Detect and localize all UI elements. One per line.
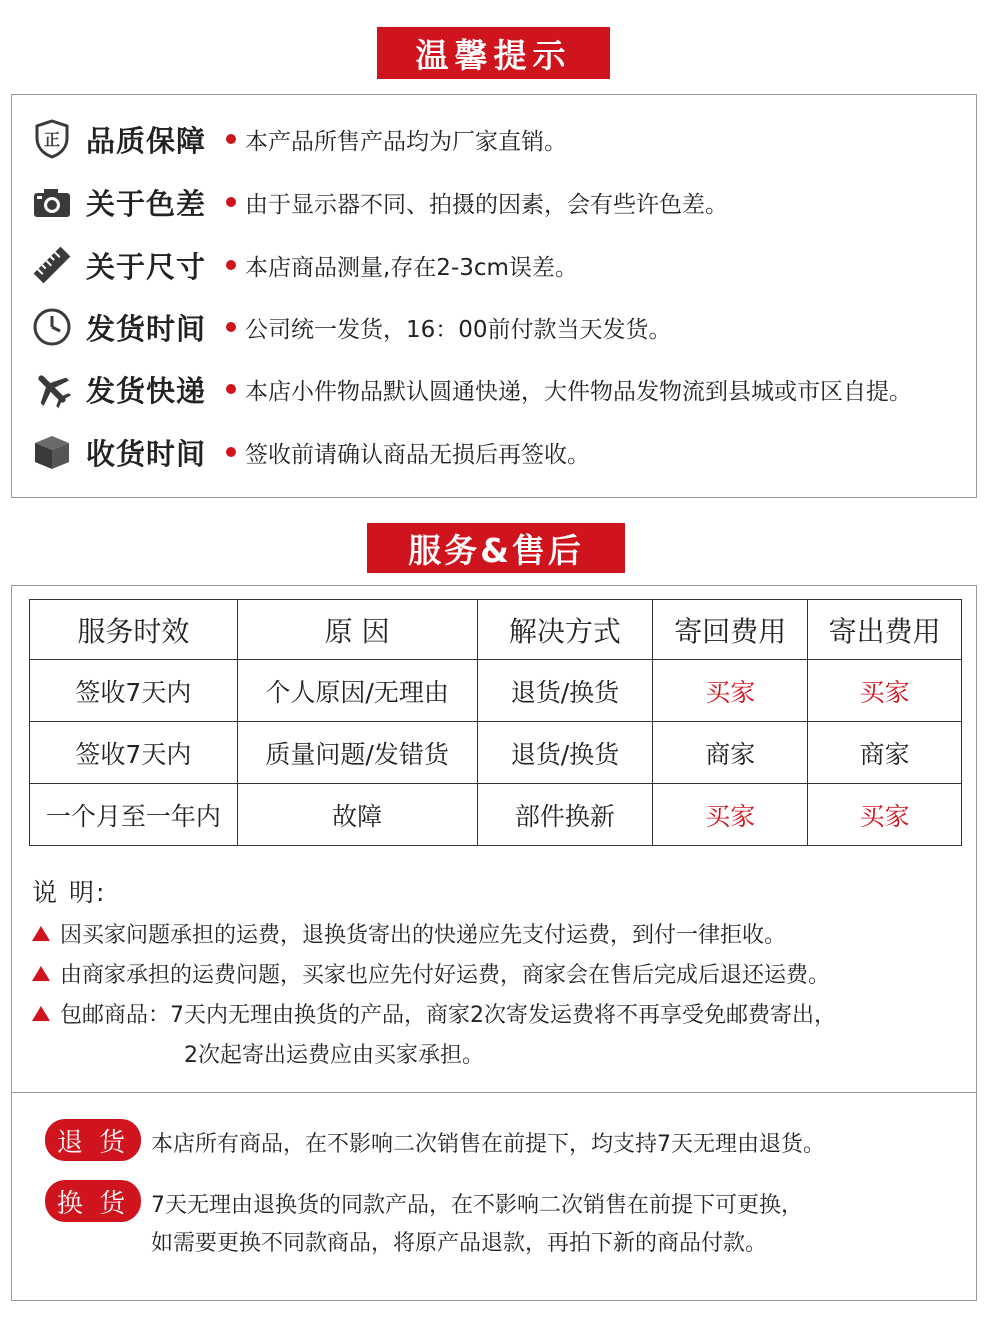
airplane-icon: [30, 367, 74, 411]
camera-icon: [30, 180, 74, 224]
tip-title: 发货时间: [86, 311, 207, 346]
notes-title: 说 明:: [32, 878, 107, 907]
table-cell: 个人原因/无理由: [237, 660, 477, 722]
table-cell: 买家: [653, 784, 808, 846]
tip-title: 关于尺寸: [86, 249, 207, 284]
tips-panel: [11, 94, 977, 498]
tip-text: 签收前请确认商品无损后再签收。: [245, 441, 590, 468]
bullet-dot: [226, 260, 236, 270]
tip-title: 关于色差: [86, 186, 207, 221]
table-cell: 商家: [653, 722, 808, 784]
table-header: 解决方式: [477, 600, 653, 660]
service-panel: [11, 585, 977, 1301]
tip-row-courier: [30, 365, 912, 413]
note-text: 因买家问题承担的运费，退换货寄出的快递应先支付运费，到付一律拒收。: [60, 923, 787, 948]
return-badge-label: 退 货: [56, 1127, 130, 1158]
tip-row-size: [30, 241, 578, 289]
table-cell: 买家: [808, 784, 962, 846]
table-cell: 商家: [808, 722, 962, 784]
svg-text:正: 正: [43, 130, 61, 149]
bullet-dot: [226, 197, 236, 207]
service-banner: [367, 523, 625, 573]
return-policy-text: 本店所有商品，在不影响二次销售在前提下，均支持7天无理由退货。: [151, 1132, 825, 1157]
tips-banner: [377, 27, 610, 79]
table-cell: 故障: [237, 784, 477, 846]
note-text: 由商家承担的运费问题，买家也应先付好运费，商家会在售后完成后退还运费。: [60, 963, 831, 988]
tip-text: 由于显示器不同、拍摄的因素，会有些许色差。: [245, 191, 728, 218]
table-header: 服务时效: [30, 600, 238, 660]
service-banner-title: 服务&售后: [408, 530, 584, 570]
bullet-dot: [226, 322, 236, 332]
table-cell: 买家: [808, 660, 962, 722]
tip-row-ship-time: [30, 303, 672, 351]
tip-title: 收货时间: [86, 436, 207, 471]
package-icon: [30, 430, 74, 474]
table-cell: 签收7天内: [30, 722, 238, 784]
table-cell: 买家: [653, 660, 808, 722]
table-cell: 签收7天内: [30, 660, 238, 722]
table-row: [30, 660, 962, 722]
tip-row-receive: [30, 428, 590, 476]
warning-triangle-icon: [32, 926, 50, 941]
tips-banner-title: 温馨提示: [415, 35, 572, 75]
tip-row-quality: [30, 115, 567, 163]
exchange-policy-text: 如需要更换不同款商品，将原产品退款，再拍下新的商品付款。: [151, 1231, 768, 1256]
tip-text: 本店商品测量,存在2-3cm误差。: [245, 254, 578, 281]
clock-icon: [30, 305, 74, 349]
section-divider: [12, 1092, 976, 1093]
note-item: [32, 958, 830, 989]
tip-text: 本产品所售产品均为厂家直销。: [245, 128, 567, 155]
exchange-badge: [45, 1180, 141, 1222]
tip-title: 品质保障: [86, 123, 207, 158]
table-row: [30, 784, 962, 846]
table-cell: 部件换新: [477, 784, 653, 846]
return-badge: [45, 1119, 141, 1161]
note-text: 包邮商品：7天内无理由换货的产品，商家2次寄发运费将不再享受免邮费寄出，: [60, 1003, 836, 1028]
note-item: [32, 918, 786, 949]
tip-title: 发货快递: [86, 373, 207, 408]
table-row: [30, 722, 962, 784]
note-item: [32, 998, 836, 1029]
exchange-badge-label: 换 货: [56, 1188, 130, 1219]
bullet-dot: [226, 384, 236, 394]
service-table: [29, 599, 962, 846]
table-cell: 一个月至一年内: [30, 784, 238, 846]
table-header: 寄出费用: [808, 600, 962, 660]
table-header-row: [30, 600, 962, 660]
warning-triangle-icon: [32, 966, 50, 981]
table-cell: 退货/换货: [477, 722, 653, 784]
shield-icon: [30, 117, 74, 161]
table-header: 原 因: [237, 600, 477, 660]
note-continuation: 2次起寄出运费应由买家承担。: [184, 1043, 484, 1068]
table-header: 寄回费用: [653, 600, 808, 660]
tip-text: 公司统一发货，16：00前付款当天发货。: [245, 316, 672, 343]
warning-triangle-icon: [32, 1006, 50, 1021]
bullet-dot: [226, 447, 236, 457]
table-cell: 质量问题/发错货: [237, 722, 477, 784]
tip-row-color: [30, 178, 728, 226]
tip-text: 本店小件物品默认圆通快递，大件物品发物流到县城或市区自提。: [245, 378, 912, 405]
ruler-icon: [30, 243, 74, 287]
exchange-policy-text: 7天无理由退换货的同款产品，在不影响二次销售在前提下可更换，: [151, 1193, 803, 1218]
bullet-dot: [226, 134, 236, 144]
table-cell: 退货/换货: [477, 660, 653, 722]
